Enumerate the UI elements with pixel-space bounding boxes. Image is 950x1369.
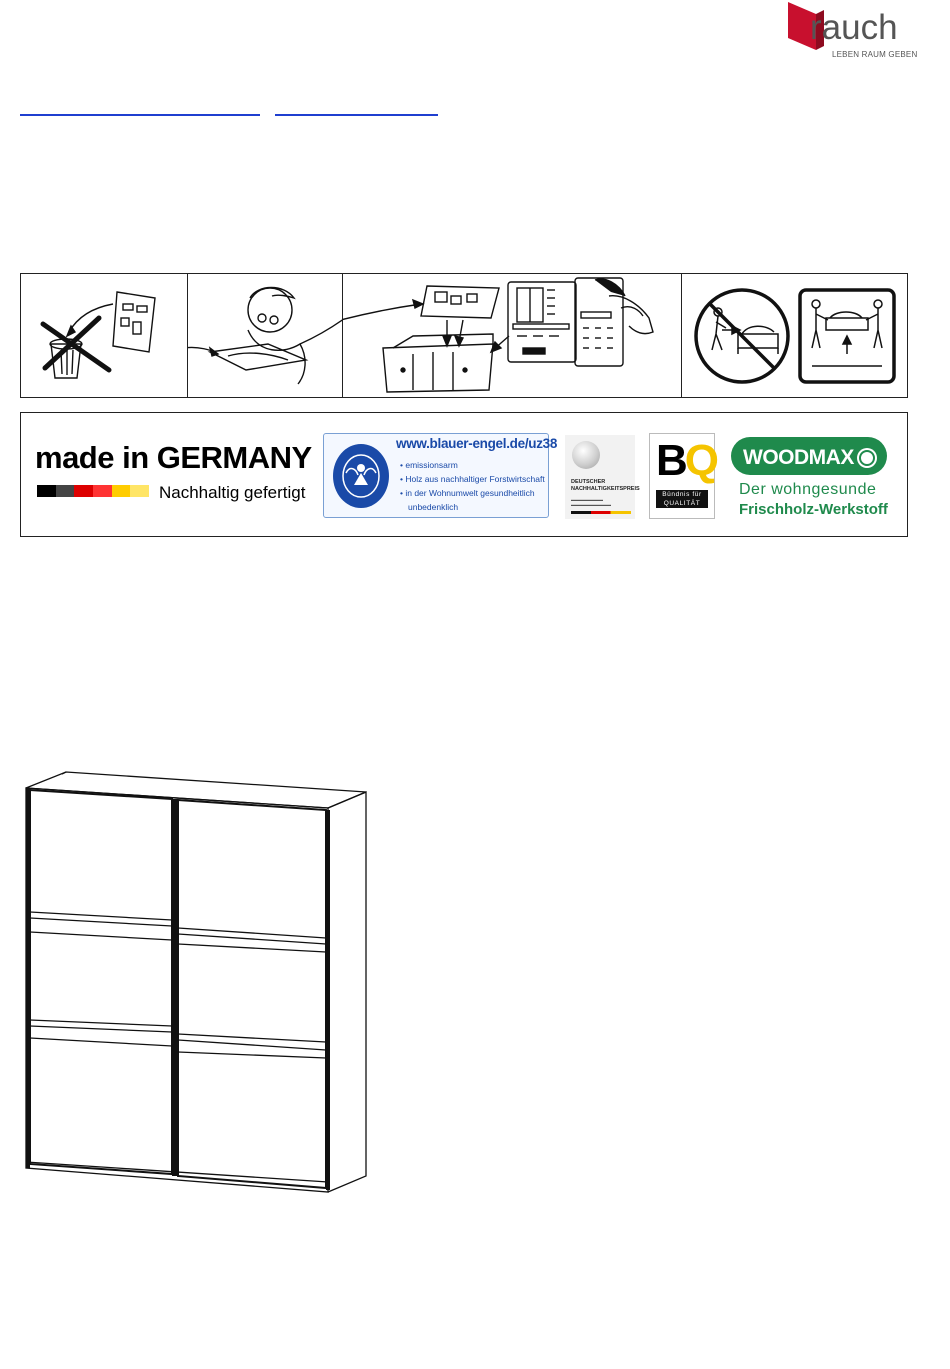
- rauch-wordmark: rauch: [810, 8, 898, 47]
- wardrobe-illustration: [22, 768, 372, 1198]
- blauer-engel-seal-icon: [332, 443, 390, 509]
- link-underline-2[interactable]: [275, 114, 438, 116]
- award-ball-icon: [572, 441, 600, 469]
- list-item: • emissionsarm: [400, 458, 545, 472]
- instruction-strip: [20, 273, 908, 398]
- award-small-print: ▬▬▬▬▬▬▬▬ ▬▬▬▬▬▬▬▬▬▬: [571, 497, 611, 507]
- instruction-panel-carry: [682, 274, 909, 397]
- flag-stripe: [93, 485, 112, 497]
- bq-footer: [656, 490, 708, 508]
- german-flag-bar: [37, 485, 149, 497]
- bq-label: [649, 433, 715, 519]
- flag-stripe: [37, 485, 56, 497]
- blauer-engel-extra: unbedenklich: [408, 502, 459, 512]
- instruction-panel-keep: [343, 274, 682, 397]
- carry-together-icon: [682, 274, 909, 396]
- award-title-line2: NACHHALTIGKEITSPREIS: [571, 486, 640, 492]
- award-title-line1: DEUTSCHER: [571, 479, 606, 485]
- award-title: [571, 479, 640, 493]
- rauch-tagline: LEBEN RAUM GEBEN: [832, 50, 918, 59]
- award-flag-bar: [571, 511, 631, 514]
- woodmax-badge: [731, 437, 887, 475]
- woodmax-line1: Der wohngesunde: [739, 481, 877, 498]
- flag-stripe: [74, 485, 93, 497]
- list-item: • Holz aus nachhaltiger Forstwirtschaft: [400, 472, 545, 486]
- nachhaltigkeitspreis-label: [565, 435, 640, 519]
- link-underline-1[interactable]: [20, 114, 260, 116]
- keep-instructions-icon: [343, 274, 682, 396]
- flag-stripe: [130, 485, 149, 497]
- woodmax-label: [729, 433, 899, 527]
- person-reading-icon: [188, 274, 343, 396]
- blauer-engel-list: [400, 458, 545, 500]
- instruction-panel-read: [188, 274, 343, 397]
- rauch-logo: [786, 2, 918, 62]
- list-item: • in der Wohnumwelt gesundheitlich: [400, 486, 545, 500]
- made-in-germany-title: made in GERMANY: [35, 440, 312, 475]
- bq-footer-line2: QUALITÄT: [663, 500, 701, 507]
- certificate-strip: [20, 412, 908, 537]
- made-in-germany-subtitle: Nachhaltig gefertigt: [159, 483, 306, 502]
- blauer-engel-url[interactable]: www.blauer-engel.de/uz38: [396, 436, 558, 451]
- bq-letters: [656, 436, 716, 486]
- bq-footer-line1: Bündnis für: [662, 491, 702, 498]
- sliding-door-wardrobe-icon: [22, 768, 372, 1193]
- bq-letter-q: Q: [684, 436, 717, 485]
- woodmax-brand: WOODMAX: [743, 446, 854, 469]
- woodmax-line2: Frischholz-Werkstoff: [739, 501, 888, 518]
- bq-letter-b: B: [656, 436, 685, 485]
- instruction-panel-no-trash: [21, 274, 188, 397]
- flag-stripe: [112, 485, 131, 497]
- flag-stripe: [56, 485, 75, 497]
- woodmax-dot-icon: [859, 450, 875, 466]
- blauer-engel-label: [323, 433, 558, 518]
- no-trash-icon: [21, 274, 188, 396]
